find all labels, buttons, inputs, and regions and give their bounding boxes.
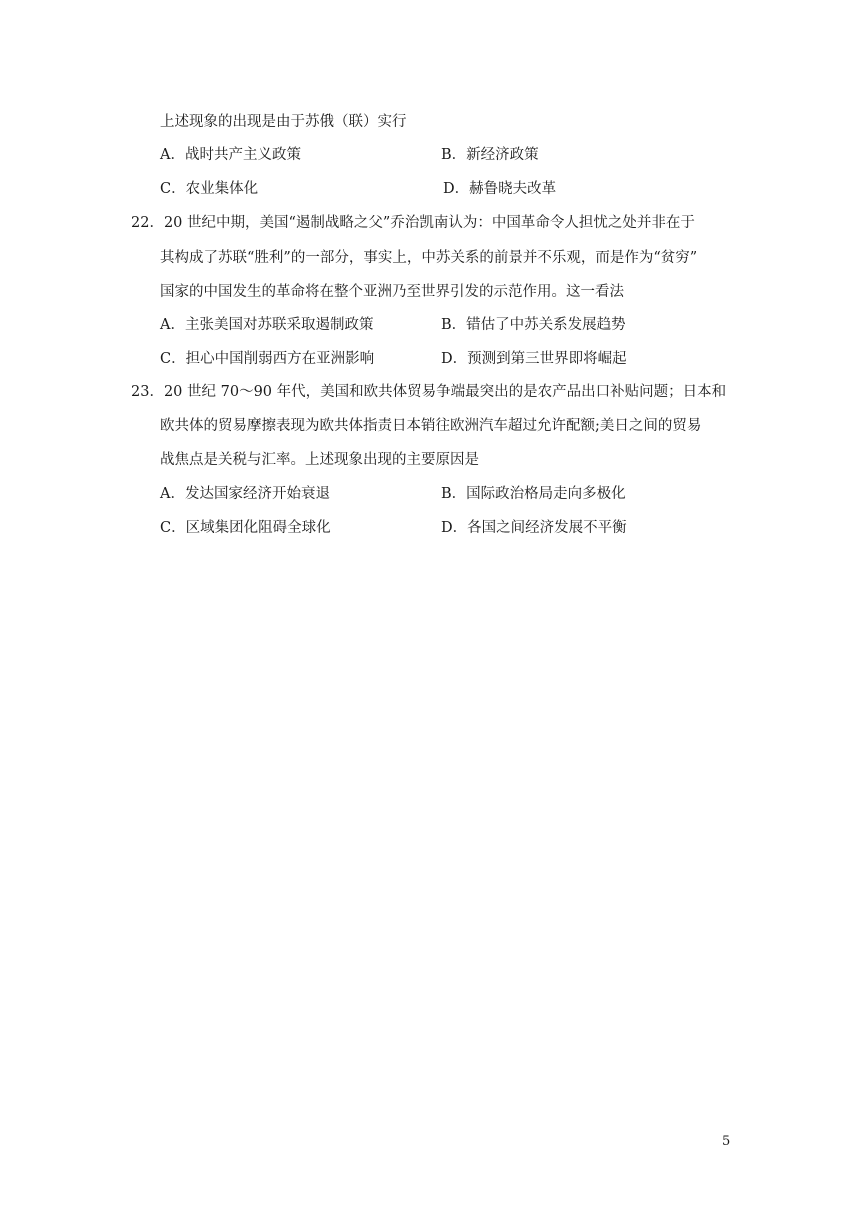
q22-stem-text-1: 20 世纪中期，美国“遏制战略之父”乔治凯南认为：中国革命令人担忧之处并非在于 [163,215,695,231]
q21-option-b[interactable]: B．新经济政策 [441,147,539,163]
q22-option-b[interactable]: B．错估了中苏关系发展趋势 [441,317,626,333]
q23-stem-line-2: 欧共体的贸易摩擦表现为欧共体指责日本销往欧洲汽车超过允许配额;美日之间的贸易 [160,418,702,434]
q21-option-c[interactable]: C．农业集体化 [160,181,259,197]
q22-option-a[interactable]: A．主张美国对苏联采取遏制政策 [160,317,374,333]
q21-option-d[interactable]: D．赫鲁晓夫改革 [443,181,557,197]
q23-option-a[interactable]: A．发达国家经济开始衰退 [160,486,330,502]
q22-stem-line-1 [131,213,695,233]
q23-number: 23． [131,384,164,400]
q23-option-d[interactable]: D．各国之间经济发展不平衡 [441,520,627,536]
q23-stem-text-1: 20 世纪 70～90 年代，美国和欧共体贸易争端最突出的是农产品出口补贴问题；日本和 [163,384,727,400]
q23-stem-line-1 [131,382,726,402]
q23-stem-line-3: 战焦点是关税与汇率。上述现象出现的主要原因是 [160,452,479,468]
q22-option-d[interactable]: D．预测到第三世界即将崛起 [441,351,627,367]
q21-option-a[interactable]: A．战时共产主义政策 [160,147,301,163]
q22-stem-line-2: 其构成了苏联“胜利”的一部分，事实上，中苏关系的前景并不乐观，而是作为“贫穷” [160,250,698,266]
q21-stem-tail: 上述现象的出现是由于苏俄（联）实行 [160,114,407,130]
q22-stem-line-3: 国家的中国发生的革命将在整个亚洲乃至世界引发的示范作用。这一看法 [160,284,624,300]
q23-option-c[interactable]: C．区域集团化阻碍全球化 [160,520,331,536]
q22-option-c[interactable]: C．担心中国削弱西方在亚洲影响 [160,351,375,367]
q23-option-b[interactable]: B．国际政治格局走向多极化 [441,486,626,502]
q22-number: 22． [131,215,164,231]
page-number: 5 [722,1134,731,1149]
